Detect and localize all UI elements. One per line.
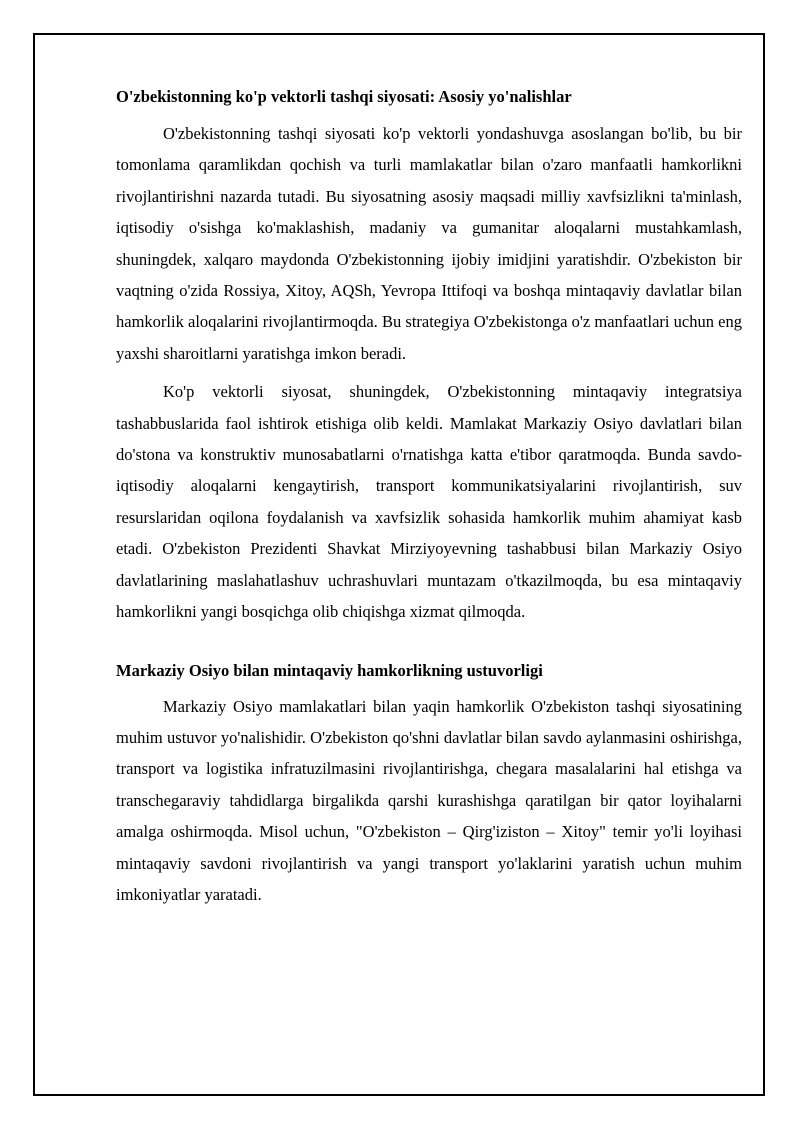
paragraph: Ko'p vektorli siyosat, shuningdek, O'zbekistonning mintaqaviy integratsiya tashabbuslarida faol ishtirok etishiga olib keldi. Mamlakat Markaziy Osiyo davlatlari bilan do'stona va konstruktiv munosabatlarni o'rnatishga katta e'tibor qaratmoqda. Bunda savdo-iqtisodiy aloqalarni kengaytirish, transport kommunikatsiyalarini rivojlantirish, suv resurslaridan oqilona foydalanish va xavfsizlik sohasida hamkorlik muhim ahamiyat kasb etadi. O'zbekiston Prezidenti Shavkat Mirziyoyevning tashabbusi bilan Markaziy Osiyo davlatlarining maslahatlashuv uchrashuvlari muntazam o'tkazilmoqda, bu esa mintaqaviy hamkorlikni yangi bosqichga olib chiqishga xizmat qilmoqda. <box>116 382 742 622</box>
section-heading-central-asia-cooperation: Markaziy Osiyo bilan mintaqaviy hamkorlikning ustuvorligi <box>116 660 543 680</box>
document-body <box>116 86 742 910</box>
paragraph: O'zbekistonning tashqi siyosati ko'p vektorli yondashuvga asoslangan bo'lib, bu bir tomonlama qaramlikdan qochish va turli mamlakatlar bilan o'zaro manfaatli hamkorlikni rivojlantirishni nazarda tutadi. Bu siyosatning asosiy maqsadi milliy xavfsizlikni ta'minlash, iqtisodiy o'sishga ko'maklashish, madaniy va gumanitar aloqalarni mustahkamlash, shuningdek, xalqaro maydonda O'zbekistonning ijobiy imidjini yaratishdir. O'zbekiston bir vaqtning o'zida Rossiya, Xitoy, AQSh, Yevropa Ittifoqi va boshqa mintaqaviy davlatlar bilan hamkorlik aloqalarini rivojlantirmoqda. Bu strategiya O'zbekistonga o'z manfaatlari uchun eng yaxshi sharoitlarni yaratishga imkon beradi. <box>116 124 742 363</box>
paragraph: Markaziy Osiyo mamlakatlari bilan yaqin hamkorlik O'zbekiston tashqi siyosatining muhim ustuvor yo'nalishidir. O'zbekiston qo'shni davlatlar bilan savdo aylanmasini oshirishga, transport va logistika infratuzilmasini rivojlantirishga, chegara masalalarini hal etishga va transchegaraviy tahdidlarga birgalikda qarshi kurashishga qaratilgan bir qator loyihalarni amalga oshirmoqda. Misol uchun, "O'zbekiston – Qirg'iziston – Xitoy" temir yo'li loyihasi mintaqaviy savdoni rivojlantirish va yangi transport yo'laklarini yaratish uchun muhim imkoniyatlar yaratadi. <box>116 696 742 904</box>
section-heading-multivector-policy: O'zbekistonning ko'p vektorli tashqi siyosati: Asosiy yo'nalishlar <box>116 87 572 106</box>
